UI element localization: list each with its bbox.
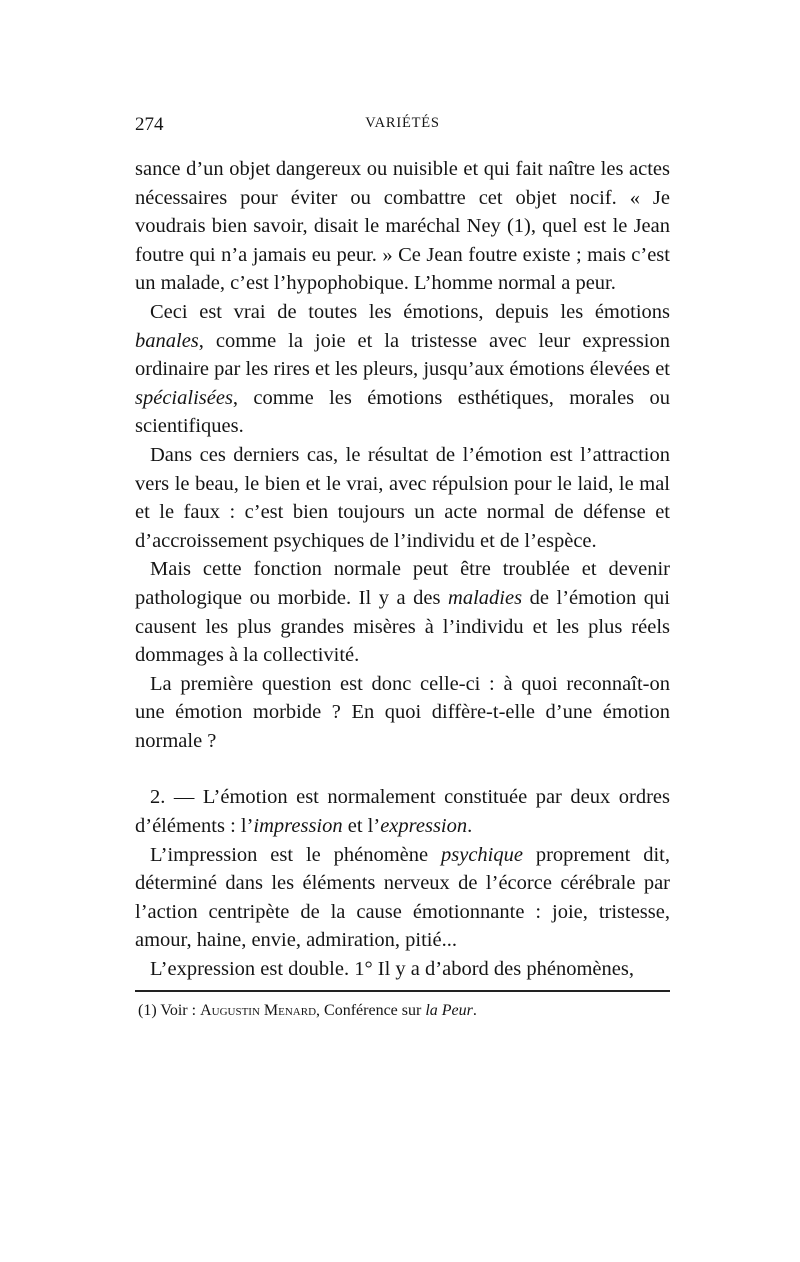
footnote-title: la Peur [425, 1001, 473, 1019]
paragraph-text: et l’ [342, 815, 381, 838]
paragraph-text: . [467, 815, 473, 838]
paragraph-text: de l’émotion qui causent les plus grandes misères à l’individu et les plus réels dommages à la collectivité. [135, 586, 670, 667]
paragraph-6 [135, 783, 670, 840]
italic-term: maladies [448, 586, 523, 609]
paragraph-7 [135, 841, 670, 955]
italic-term: psychique [441, 843, 523, 866]
page-header [135, 114, 670, 138]
paragraph-text: , comme la joie et la tristesse avec leur expression ordinaire par les rires et les pleurs, jusqu’aux émotions élevées et [135, 329, 670, 381]
footnote-author: Augustin Menard [200, 1001, 317, 1019]
body-text [135, 155, 670, 1022]
footnote-text: , Conférence sur [316, 1001, 426, 1019]
paragraph-1 [135, 155, 670, 298]
paragraph-text: L’expression est double. 1° Il y a d’abord des phénomènes, [150, 958, 634, 981]
footnote-rule [135, 990, 670, 992]
running-title: VARIÉTÉS [365, 115, 440, 131]
footnote-suffix: . [472, 1001, 477, 1019]
paragraph-text: Ceci est vrai de toutes les émotions, depuis les émotions [150, 300, 670, 323]
paragraph-text: 2. — L’émotion est normalement constituée par deux ordres d’éléments : l’ [135, 786, 670, 838]
footnote-prefix: (1) Voir : [138, 1001, 201, 1019]
italic-term: impression [253, 815, 343, 838]
footnote [135, 1000, 670, 1022]
paragraph-2 [135, 298, 670, 441]
paragraph-5 [135, 670, 670, 756]
paragraph-text: Mais cette fonction normale peut être troublée et devenir pathologique ou morbide. Il y a des [135, 558, 670, 609]
paragraph-3 [135, 441, 670, 555]
paragraph-4 [135, 555, 670, 669]
paragraph-text: L’impression est le phénomène [150, 843, 441, 866]
paragraph-text: sance d’un objet dangereux ou nuisible et qui fait naître les actes nécessaires pour éviter ou combattre cet objet nocif. « Je voudrais bien savoir, disait le maréchal Ney (1), quel est le Jean foutre qui n’a jamais eu peur. » Ce Jean foutre existe ; mais c’est un malade, c’est l’hypophobique. L’homme normal a peur. [135, 158, 670, 295]
page-number: 274 [135, 114, 164, 135]
italic-term: expression [380, 815, 468, 838]
paragraph-text: , comme les émotions esthétiques, morales ou scientifiques. [135, 386, 670, 438]
section-gap [135, 755, 670, 783]
paragraph-text: La première question est donc celle-ci : à quoi reconnaît-on une émotion morbide ? En quoi diffère-t-elle d’une émotion normale ? [135, 672, 670, 752]
italic-term: banales [135, 329, 199, 352]
paragraph-text: proprement dit, déterminé dans les éléments nerveux de l’écorce cérébrale par l’action centripète de la cause émotionnante : joie, tristesse, amour, haine, envie, admiration, pitié... [135, 843, 670, 952]
italic-term: spécialisées [135, 386, 233, 409]
paragraph-text: Dans ces derniers cas, le résultat de l’émotion est l’attraction vers le beau, le bien et le vrai, avec répulsion pour le laid, le mal et le faux : c’est bien toujours un acte normal de défense et d’accroissement psychiques de l’individu et de l’espèce. [135, 443, 670, 552]
paragraph-8 [135, 955, 670, 984]
